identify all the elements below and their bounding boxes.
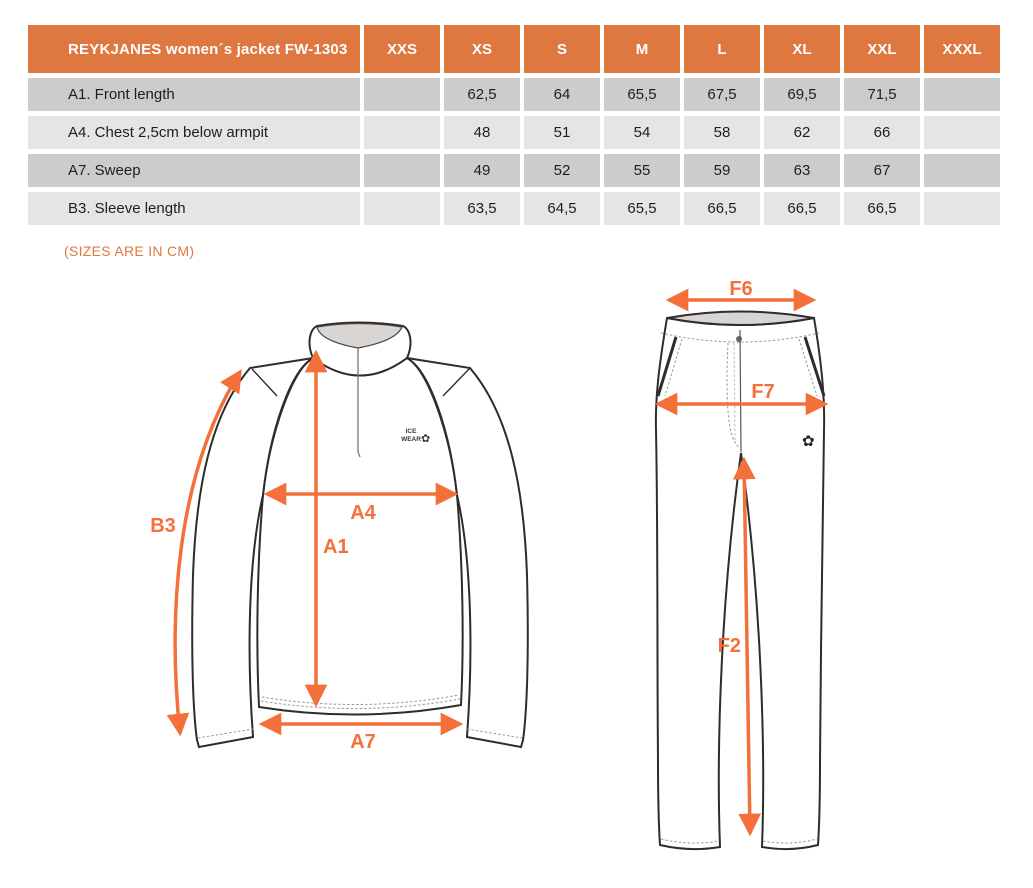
label-b3: B3 [150,515,176,537]
table-row-sweep [28,154,1000,187]
cell-value: 66,5 [764,192,840,225]
table-row-chest [28,116,1000,149]
cell-value [364,154,440,187]
cell-value [924,116,1000,149]
size-column-header-xxxl: XXXL [924,25,1000,73]
jacket-torso [257,358,462,715]
measurement-diagrams [0,270,1033,888]
pants-button [736,336,742,342]
cell-value [364,116,440,149]
size-column-header-xxl: XXL [844,25,920,73]
cell-value: 52 [524,154,600,187]
cell-value: 55 [604,154,680,187]
label-a7: A7 [350,731,376,753]
row-label: B3. Sleeve length [28,192,360,225]
cell-value: 54 [604,116,680,149]
cell-value: 67 [844,154,920,187]
label-f2: F2 [717,635,741,657]
cell-value [364,192,440,225]
cell-value: 49 [444,154,520,187]
table-title: REYKJANES women´s jacket FW-1303 [28,25,360,73]
pants-snowflake-icon: ✿ [802,433,815,450]
label-a4: A4 [350,502,376,524]
label-a1: A1 [323,536,349,558]
cell-value: 65,5 [604,192,680,225]
size-column-header-m: M [604,25,680,73]
cell-value: 63 [764,154,840,187]
cell-value [924,78,1000,111]
cell-value: 66 [844,116,920,149]
row-label: A7. Sweep [28,154,360,187]
snowflake-icon: ✿ [421,433,431,445]
cell-value: 67,5 [684,78,760,111]
cell-value: 62,5 [444,78,520,111]
size-column-header-l: L [684,25,760,73]
cell-value: 66,5 [684,192,760,225]
cell-value: 62 [764,116,840,149]
cell-value: 66,5 [844,192,920,225]
cell-value [924,192,1000,225]
size-column-header-s: S [524,25,600,73]
cell-value: 69,5 [764,78,840,111]
row-label: A1. Front length [28,78,360,111]
cell-value: 51 [524,116,600,149]
row-label: A4. Chest 2,5cm below armpit [28,116,360,149]
cell-value: 65,5 [604,78,680,111]
cell-value: 58 [684,116,760,149]
size-column-header-xs: XS [444,25,520,73]
cell-value: 59 [684,154,760,187]
pants-diagram [656,278,825,849]
cell-value [924,154,1000,187]
icewear-logo-line2: WEAR [401,436,421,443]
cell-value: 64 [524,78,600,111]
cell-value: 64,5 [524,192,600,225]
sizes-unit-note: (SIZES ARE IN CM) [64,243,195,259]
table-header-row [28,25,1000,73]
size-column-header-xl: XL [764,25,840,73]
icewear-logo-line1: ICE [405,428,417,435]
label-f7: F7 [751,381,775,403]
table-row-front-length [28,78,1000,111]
cell-value: 48 [444,116,520,149]
cell-value [364,78,440,111]
size-column-header-xxs: XXS [364,25,440,73]
table-row-sleeve-length [28,192,1000,225]
size-table [24,20,1004,230]
cell-value: 63,5 [444,192,520,225]
cell-value: 71,5 [844,78,920,111]
jacket-diagram [150,323,528,754]
label-f6: F6 [729,278,753,300]
